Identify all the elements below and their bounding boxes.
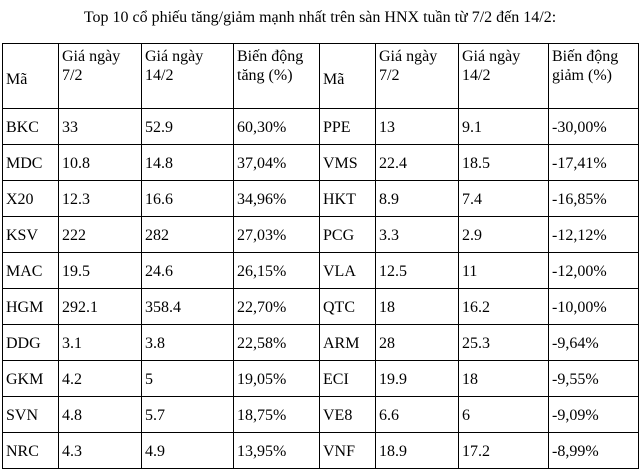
table-row — [3, 397, 639, 433]
cell-down-change-text: -9,09% — [552, 407, 599, 424]
cell-up-price-end-text: 16.6 — [145, 191, 173, 208]
cell-up-change-text: 18,75% — [237, 407, 287, 424]
cell-down-price-end — [459, 145, 549, 181]
cell-up-price-start-text: 222 — [62, 227, 86, 244]
cell-down-price-start-text: 13 — [379, 119, 395, 136]
cell-up-price-end — [142, 325, 234, 361]
cell-up-price-end — [142, 433, 234, 469]
cell-down-change-text: -10,00% — [552, 299, 607, 316]
header-price-end: Giá ngày 14/2 — [142, 44, 234, 109]
cell-up-price-start-text: 3.1 — [62, 335, 82, 352]
cell-up-change — [234, 217, 320, 253]
table-row — [3, 361, 639, 397]
cell-up-price-start — [59, 109, 142, 145]
cell-up-change — [234, 397, 320, 433]
cell-up-code — [3, 361, 59, 397]
cell-down-code-text: ECI — [323, 371, 349, 388]
cell-down-code — [320, 145, 376, 181]
cell-down-code — [320, 253, 376, 289]
header-price-start-2: Giá ngày 7/2 — [376, 44, 459, 109]
header-price-end-2: Giá ngày 14/2 — [459, 44, 549, 109]
cell-up-price-end-text: 282 — [145, 227, 169, 244]
cell-down-code-text: VNF — [323, 443, 356, 460]
cell-down-change — [549, 397, 639, 433]
cell-up-price-start-text: 4.3 — [62, 443, 82, 460]
cell-down-price-start-text: 28 — [379, 335, 395, 352]
cell-up-price-start-text: 4.8 — [62, 407, 82, 424]
cell-down-change-text: -8,99% — [552, 443, 599, 460]
cell-down-price-start — [376, 145, 459, 181]
cell-up-price-end-text: 5.7 — [145, 407, 165, 424]
cell-down-code — [320, 181, 376, 217]
cell-down-change — [549, 181, 639, 217]
cell-down-code — [320, 325, 376, 361]
cell-up-code-text: NRC — [6, 443, 39, 460]
cell-up-price-end — [142, 361, 234, 397]
cell-down-change-text: -30,00% — [552, 119, 607, 136]
cell-up-change — [234, 433, 320, 469]
cell-down-change — [549, 109, 639, 145]
cell-up-price-start — [59, 181, 142, 217]
cell-up-change-text: 27,03% — [237, 227, 287, 244]
cell-up-price-end-text: 14.8 — [145, 155, 173, 172]
cell-down-change — [549, 361, 639, 397]
cell-down-change-text: -12,12% — [552, 227, 607, 244]
cell-down-price-end-text: 9.1 — [462, 119, 482, 136]
cell-down-price-end-text: 18.5 — [462, 155, 490, 172]
cell-down-price-end — [459, 289, 549, 325]
cell-up-code — [3, 253, 59, 289]
cell-up-code-text: HGM — [6, 299, 44, 316]
cell-down-price-end — [459, 397, 549, 433]
cell-down-code — [320, 397, 376, 433]
cell-down-code-text: PPE — [323, 119, 351, 136]
cell-up-code-text: DDG — [6, 335, 41, 352]
cell-up-price-end — [142, 397, 234, 433]
cell-up-change-text: 37,04% — [237, 155, 287, 172]
cell-up-price-start-text: 4.2 — [62, 371, 82, 388]
cell-down-price-start-text: 12.5 — [379, 263, 407, 280]
header-change-down: Biến động giảm (%) — [549, 44, 639, 109]
cell-up-price-end — [142, 181, 234, 217]
cell-up-price-start-text: 292.1 — [62, 299, 98, 316]
cell-up-price-start — [59, 289, 142, 325]
cell-up-price-end — [142, 289, 234, 325]
table-row — [3, 217, 639, 253]
cell-up-code-text: X20 — [6, 191, 34, 208]
cell-up-price-start-text: 19.5 — [62, 263, 90, 280]
cell-up-change — [234, 289, 320, 325]
cell-down-price-end-text: 2.9 — [462, 227, 482, 244]
cell-down-price-end — [459, 253, 549, 289]
cell-down-price-end — [459, 433, 549, 469]
cell-down-code-text: VLA — [323, 263, 356, 280]
cell-up-code-text: BKC — [6, 119, 39, 136]
cell-down-price-end — [459, 109, 549, 145]
cell-down-code-text: QTC — [323, 299, 355, 316]
cell-down-code — [320, 289, 376, 325]
cell-up-price-start — [59, 433, 142, 469]
table-row — [3, 253, 639, 289]
table-header-row — [3, 44, 639, 109]
cell-down-code — [320, 433, 376, 469]
cell-up-price-end-text: 5 — [145, 371, 153, 388]
cell-down-code — [320, 109, 376, 145]
table-row — [3, 145, 639, 181]
cell-up-code — [3, 325, 59, 361]
cell-down-price-end-text: 7.4 — [462, 191, 482, 208]
cell-up-code — [3, 397, 59, 433]
cell-down-change — [549, 433, 639, 469]
cell-up-change — [234, 181, 320, 217]
cell-up-change-text: 34,96% — [237, 191, 287, 208]
cell-up-change-text: 26,15% — [237, 263, 287, 280]
cell-up-change-text: 22,70% — [237, 299, 287, 316]
cell-up-price-end-text: 358.4 — [145, 299, 181, 316]
cell-up-price-start-text: 12.3 — [62, 191, 90, 208]
cell-down-code-text: HKT — [323, 191, 356, 208]
cell-up-price-end-text: 4.9 — [145, 443, 165, 460]
cell-up-change — [234, 109, 320, 145]
cell-up-change — [234, 253, 320, 289]
cell-up-code-text: KSV — [6, 227, 39, 244]
cell-down-price-end — [459, 361, 549, 397]
cell-up-change-text: 22,58% — [237, 335, 287, 352]
cell-up-code — [3, 289, 59, 325]
header-change-up: Biến động tăng (%) — [234, 44, 320, 109]
cell-down-change-text: -12,00% — [552, 263, 607, 280]
cell-down-price-start — [376, 325, 459, 361]
cell-down-change — [549, 289, 639, 325]
cell-down-change — [549, 217, 639, 253]
cell-down-price-start — [376, 253, 459, 289]
cell-up-price-end — [142, 109, 234, 145]
table-row — [3, 433, 639, 469]
cell-down-price-start — [376, 181, 459, 217]
cell-down-price-end-text: 25.3 — [462, 335, 490, 352]
cell-down-price-start-text: 18.9 — [379, 443, 407, 460]
cell-up-code-text: MAC — [6, 263, 43, 280]
cell-down-price-start — [376, 361, 459, 397]
table-row — [3, 289, 639, 325]
cell-down-price-start-text: 3.3 — [379, 227, 399, 244]
cell-down-price-end — [459, 325, 549, 361]
cell-down-change — [549, 325, 639, 361]
cell-down-price-start — [376, 433, 459, 469]
cell-down-price-end-text: 17.2 — [462, 443, 490, 460]
cell-up-price-end — [142, 217, 234, 253]
cell-down-change — [549, 253, 639, 289]
header-price-start: Giá ngày 7/2 — [59, 44, 142, 109]
cell-up-price-start — [59, 145, 142, 181]
cell-down-price-end — [459, 181, 549, 217]
cell-up-price-end-text: 24.6 — [145, 263, 173, 280]
cell-down-change-text: -17,41% — [552, 155, 607, 172]
cell-down-code-text: VMS — [323, 155, 358, 172]
cell-down-price-start-text: 19.9 — [379, 371, 407, 388]
table-row — [3, 109, 639, 145]
table-row — [3, 181, 639, 217]
cell-up-price-start — [59, 253, 142, 289]
cell-down-price-start — [376, 109, 459, 145]
header-code: Mã — [3, 44, 59, 109]
cell-up-code — [3, 217, 59, 253]
cell-down-code-text: VE8 — [323, 407, 353, 424]
page-title: Top 10 cổ phiếu tăng/giảm mạnh nhất trên sàn HNX tuần từ 7/2 đến 14/2: — [83, 9, 557, 26]
cell-down-price-start-text: 18 — [379, 299, 395, 316]
cell-up-price-start-text: 10.8 — [62, 155, 90, 172]
cell-down-change-text: -16,85% — [552, 191, 607, 208]
cell-up-change — [234, 145, 320, 181]
cell-up-code — [3, 181, 59, 217]
cell-up-price-end — [142, 253, 234, 289]
cell-up-change — [234, 325, 320, 361]
table-row — [3, 325, 639, 361]
header-code-2: Mã — [320, 44, 376, 109]
cell-up-code-text: SVN — [6, 407, 39, 424]
cell-down-price-end-text: 18 — [462, 371, 478, 388]
cell-down-price-end-text: 16.2 — [462, 299, 490, 316]
cell-up-change-text: 19,05% — [237, 371, 287, 388]
cell-up-price-end-text: 3.8 — [145, 335, 165, 352]
cell-up-price-start — [59, 361, 142, 397]
cell-up-price-start — [59, 325, 142, 361]
cell-up-price-end — [142, 145, 234, 181]
cell-down-code — [320, 217, 376, 253]
cell-up-code — [3, 433, 59, 469]
cell-up-price-start — [59, 397, 142, 433]
cell-up-change — [234, 361, 320, 397]
cell-up-price-start-text: 33 — [62, 119, 78, 136]
cell-up-price-start — [59, 217, 142, 253]
stock-table — [2, 43, 639, 469]
cell-up-code — [3, 145, 59, 181]
cell-up-price-end-text: 52.9 — [145, 119, 173, 136]
cell-up-code-text: MDC — [6, 155, 43, 172]
cell-down-change — [549, 145, 639, 181]
cell-down-change-text: -9,64% — [552, 335, 599, 352]
cell-down-price-end — [459, 217, 549, 253]
cell-up-change-text: 13,95% — [237, 443, 287, 460]
cell-down-price-end-text: 6 — [462, 407, 470, 424]
cell-up-code-text: GKM — [6, 371, 44, 388]
cell-down-price-start — [376, 397, 459, 433]
cell-down-price-start-text: 8.9 — [379, 191, 399, 208]
cell-down-change-text: -9,55% — [552, 371, 599, 388]
cell-down-price-start — [376, 289, 459, 325]
cell-up-change-text: 60,30% — [237, 119, 287, 136]
cell-down-code-text: ARM — [323, 335, 360, 352]
cell-down-price-end-text: 11 — [462, 263, 478, 280]
cell-down-code — [320, 361, 376, 397]
cell-down-code-text: PCG — [323, 227, 355, 244]
cell-down-price-start — [376, 217, 459, 253]
cell-down-price-start-text: 6.6 — [379, 407, 399, 424]
cell-down-price-start-text: 22.4 — [379, 155, 407, 172]
cell-up-code — [3, 109, 59, 145]
